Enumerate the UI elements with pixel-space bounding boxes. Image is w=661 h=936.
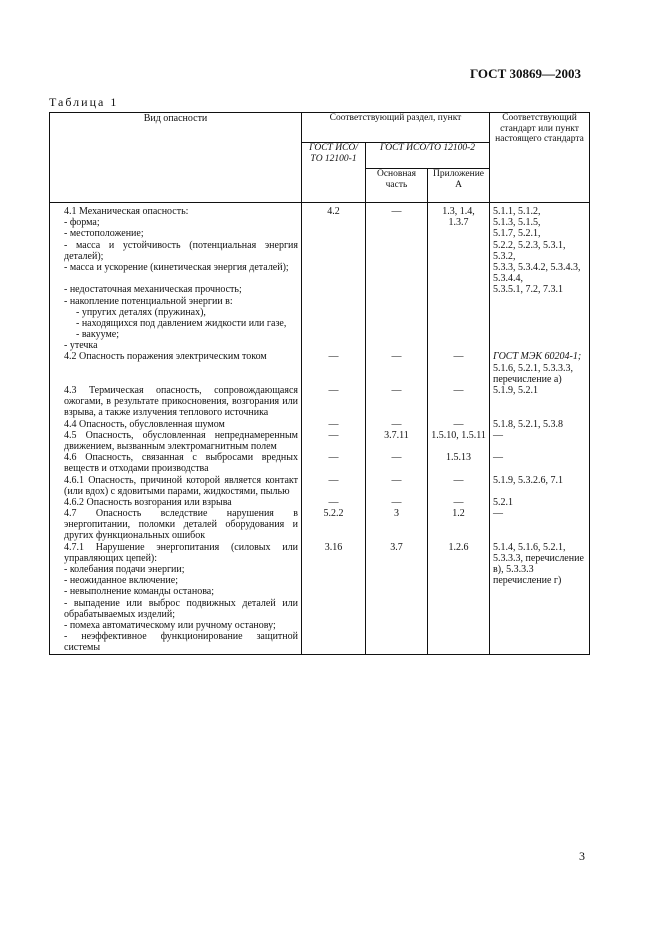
cell-appendix: 1.5.10, 1.5.11: [428, 430, 490, 452]
cell-gost1: [302, 564, 366, 575]
cell-gost1: [302, 631, 366, 654]
cell-main: [366, 598, 428, 620]
hazard-cell: - форма;: [50, 217, 302, 228]
table-row: [50, 217, 590, 228]
hazard-cell: 4.6 Опасность, связанная с выбросами вредных веществ и отходами производства: [50, 452, 302, 474]
hazard-cell: - вакууме;: [50, 329, 302, 340]
hazard-cell: - выпадение или выброс подвижных деталей или обрабатываемых изделий;: [50, 598, 302, 620]
cell-main: —: [366, 351, 428, 385]
cell-appendix: [428, 340, 490, 351]
table-row: [50, 318, 590, 329]
cell-standard: [490, 351, 590, 385]
cell-standard: 5.3.3, 5.3.4.2, 5.3.4.3, 5.3.4.4,: [490, 262, 590, 284]
cell-standard: 5.1.3, 5.1.5,: [490, 217, 590, 228]
hazard-cell: - упругих деталях (пружинах),: [50, 307, 302, 318]
cell-standard: [490, 329, 590, 340]
table-row: [50, 475, 590, 497]
hazard-cell: - неожиданное включение;: [50, 575, 302, 586]
header-gost-2: ГОСТ ИСО/ТО 12100-2: [366, 143, 490, 169]
cell-appendix: [428, 564, 490, 575]
cell-main: 3.7: [366, 542, 428, 564]
cell-appendix: 1.3, 1.4,: [428, 203, 490, 218]
cell-main: [366, 262, 428, 284]
cell-gost1: [302, 284, 366, 295]
cell-main: [366, 631, 428, 654]
cell-standard: —: [490, 508, 590, 542]
cell-main: [366, 228, 428, 239]
cell-appendix: [428, 307, 490, 318]
table-row: [50, 329, 590, 340]
table-row: [50, 430, 590, 452]
document-header: ГОСТ 30869—2003: [469, 66, 581, 81]
cell-standard: [490, 620, 590, 631]
table-row: [50, 240, 590, 262]
cell-appendix: [428, 586, 490, 597]
cell-main: 3: [366, 508, 428, 542]
table-label: Таблица 1: [49, 95, 119, 109]
cell-main: —: [366, 452, 428, 474]
cell-standard: 5.3.5.1, 7.2, 7.3.1: [490, 284, 590, 295]
cell-appendix: —: [428, 351, 490, 385]
cell-gost1: [302, 620, 366, 631]
header-appendix: Приложение А: [428, 169, 490, 203]
cell-main: —: [366, 203, 428, 218]
cell-standard: [490, 340, 590, 351]
hazard-cell: - масса и устойчивость (потенциальная энергия деталей);: [50, 240, 302, 262]
cell-gost1: [302, 296, 366, 307]
table-row: [50, 497, 590, 508]
cell-gost1: [302, 240, 366, 262]
cell-main: [366, 240, 428, 262]
header-gost-1: ГОСТ ИСО/ТО 12100-1: [302, 143, 366, 203]
cell-main: [366, 586, 428, 597]
cell-appendix: —: [428, 497, 490, 508]
cell-appendix: [428, 598, 490, 620]
hazard-cell: 4.7 Опасность вследствие нарушения в энергопитании, поломки деталей оборудования и других функциональных ошибок: [50, 508, 302, 542]
table-row: [50, 307, 590, 318]
cell-appendix: [428, 240, 490, 262]
table-row: [50, 385, 590, 419]
cell-gost1: [302, 340, 366, 351]
table-row: [50, 631, 590, 654]
cell-standard: [490, 631, 590, 654]
hazard-cell: - неэффективное функционирование защитной системы: [50, 631, 302, 654]
cell-appendix: [428, 262, 490, 284]
cell-gost1: [302, 307, 366, 318]
hazard-cell: 4.3 Термическая опасность, сопровождающаяся ожогами, в результате прикосновения, возгорания или взрыва, а также излучения теплового источника: [50, 385, 302, 419]
hazard-cell: - масса и ускорение (кинетическая энергия деталей);: [50, 262, 302, 284]
cell-main: [366, 329, 428, 340]
cell-gost1: [302, 318, 366, 329]
cell-appendix: [428, 228, 490, 239]
header-hazard-type: Вид опасности: [50, 113, 302, 203]
table-row: [50, 419, 590, 430]
header-standard: Соответствующий стандарт или пункт настоящего стандарта: [490, 113, 590, 203]
cell-gost1: —: [302, 430, 366, 452]
cell-appendix: —: [428, 475, 490, 497]
cell-main: [366, 318, 428, 329]
cell-gost1: —: [302, 475, 366, 497]
hazard-cell: - недостаточная механическая прочность;: [50, 284, 302, 295]
cell-standard: [490, 307, 590, 318]
hazard-cell: - невыполнение команды останова;: [50, 586, 302, 597]
cell-standard: 5.1.9, 5.2.1: [490, 385, 590, 419]
cell-gost1: —: [302, 452, 366, 474]
cell-appendix: 1.2: [428, 508, 490, 542]
hazard-cell: - местоположение;: [50, 228, 302, 239]
cell-gost1: [302, 586, 366, 597]
cell-gost1: 4.2: [302, 203, 366, 218]
cell-main: [366, 620, 428, 631]
cell-appendix: [428, 329, 490, 340]
table-row: [50, 620, 590, 631]
hazard-cell: 4.6.1 Опасность, причиной которой является контакт (или вдох) с ядовитыми парами, жидкостями, пылью: [50, 475, 302, 497]
hazard-cell: - накопление потенциальной энергии в:: [50, 296, 302, 307]
cell-main: [366, 284, 428, 295]
cell-standard: [490, 598, 590, 620]
cell-main: —: [366, 419, 428, 430]
table-row: [50, 351, 590, 385]
cell-standard: 5.1.1, 5.1.2,: [490, 203, 590, 218]
cell-standard: 5.1.7, 5.2.1,: [490, 228, 590, 239]
hazard-cell: 4.1 Механическая опасность:: [50, 203, 302, 218]
standard-reference-text: 5.1.6, 5.2.1, 5.3.3.3, перечисление а): [493, 362, 574, 385]
cell-gost1: [302, 262, 366, 284]
cell-main: [366, 575, 428, 586]
cell-main: —: [366, 497, 428, 508]
cell-appendix: [428, 318, 490, 329]
cell-gost1: —: [302, 419, 366, 430]
cell-gost1: [302, 228, 366, 239]
table-row: [50, 508, 590, 542]
cell-appendix: [428, 575, 490, 586]
hazard-cell: - утечка: [50, 340, 302, 351]
standard-reference-italic: ГОСТ МЭК 60204-1;: [493, 351, 582, 363]
header-section-group: Соответствующий раздел, пункт: [302, 113, 490, 143]
table-row: [50, 340, 590, 351]
cell-gost1: [302, 575, 366, 586]
hazard-cell: 4.6.2 Опасность возгорания или взрыва: [50, 497, 302, 508]
table-row: [50, 296, 590, 307]
cell-main: [366, 296, 428, 307]
cell-gost1: 5.2.2: [302, 508, 366, 542]
hazard-cell: 4.2 Опасность поражения электрическим током: [50, 351, 302, 385]
cell-main: [366, 564, 428, 575]
cell-appendix: 1.3.7: [428, 217, 490, 228]
hazard-cell: - помеха автоматическому или ручному останову;: [50, 620, 302, 631]
cell-gost1: [302, 217, 366, 228]
cell-appendix: —: [428, 385, 490, 419]
cell-standard: [490, 296, 590, 307]
cell-standard: [490, 318, 590, 329]
cell-standard: 5.1.4, 5.1.6, 5.2.1, 5.3.3.3, перечисление в), 5.3.3.3 перечисление г): [490, 542, 590, 598]
hazard-cell: 4.7.1 Нарушение энергопитания (силовых или управляющих цепей):: [50, 542, 302, 564]
cell-main: —: [366, 475, 428, 497]
cell-standard: 5.1.9, 5.3.2.6, 7.1: [490, 475, 590, 497]
hazard-cell: - находящихся под давлением жидкости или газе,: [50, 318, 302, 329]
table-row: [50, 284, 590, 295]
page-number: 3: [579, 849, 585, 863]
cell-appendix: [428, 631, 490, 654]
cell-standard: —: [490, 430, 590, 452]
table-row: [50, 452, 590, 474]
table-row: [50, 228, 590, 239]
cell-gost1: —: [302, 385, 366, 419]
cell-main: [366, 307, 428, 318]
cell-standard: 5.1.8, 5.2.1, 5.3.8: [490, 419, 590, 430]
cell-standard: —: [490, 452, 590, 474]
table-row: [50, 598, 590, 620]
cell-main: —: [366, 385, 428, 419]
cell-main: 3.7.11: [366, 430, 428, 452]
table-row: [50, 542, 590, 564]
cell-standard: 5.2.2, 5.2.3, 5.3.1, 5.3.2,: [490, 240, 590, 262]
hazard-cell: 4.5 Опасность, обусловленная непреднамеренным движением, вызванным электромагнитным полем: [50, 430, 302, 452]
cell-appendix: 1.5.13: [428, 452, 490, 474]
cell-gost1: —: [302, 497, 366, 508]
cell-gost1: —: [302, 351, 366, 385]
cell-gost1: 3.16: [302, 542, 366, 564]
cell-appendix: [428, 620, 490, 631]
cell-appendix: 1.2.6: [428, 542, 490, 564]
cell-appendix: [428, 284, 490, 295]
cell-main: [366, 217, 428, 228]
cell-gost1: [302, 329, 366, 340]
header-main-part: Основная часть: [366, 169, 428, 203]
cell-main: [366, 340, 428, 351]
cell-standard: 5.2.1: [490, 497, 590, 508]
table-row: [50, 262, 590, 284]
hazard-cell: - колебания подачи энергии;: [50, 564, 302, 575]
hazard-cell: 4.4 Опасность, обусловленная шумом: [50, 419, 302, 430]
cell-gost1: [302, 598, 366, 620]
cell-appendix: [428, 296, 490, 307]
cell-appendix: —: [428, 419, 490, 430]
table-row: [50, 203, 590, 218]
hazard-table: [49, 112, 590, 655]
